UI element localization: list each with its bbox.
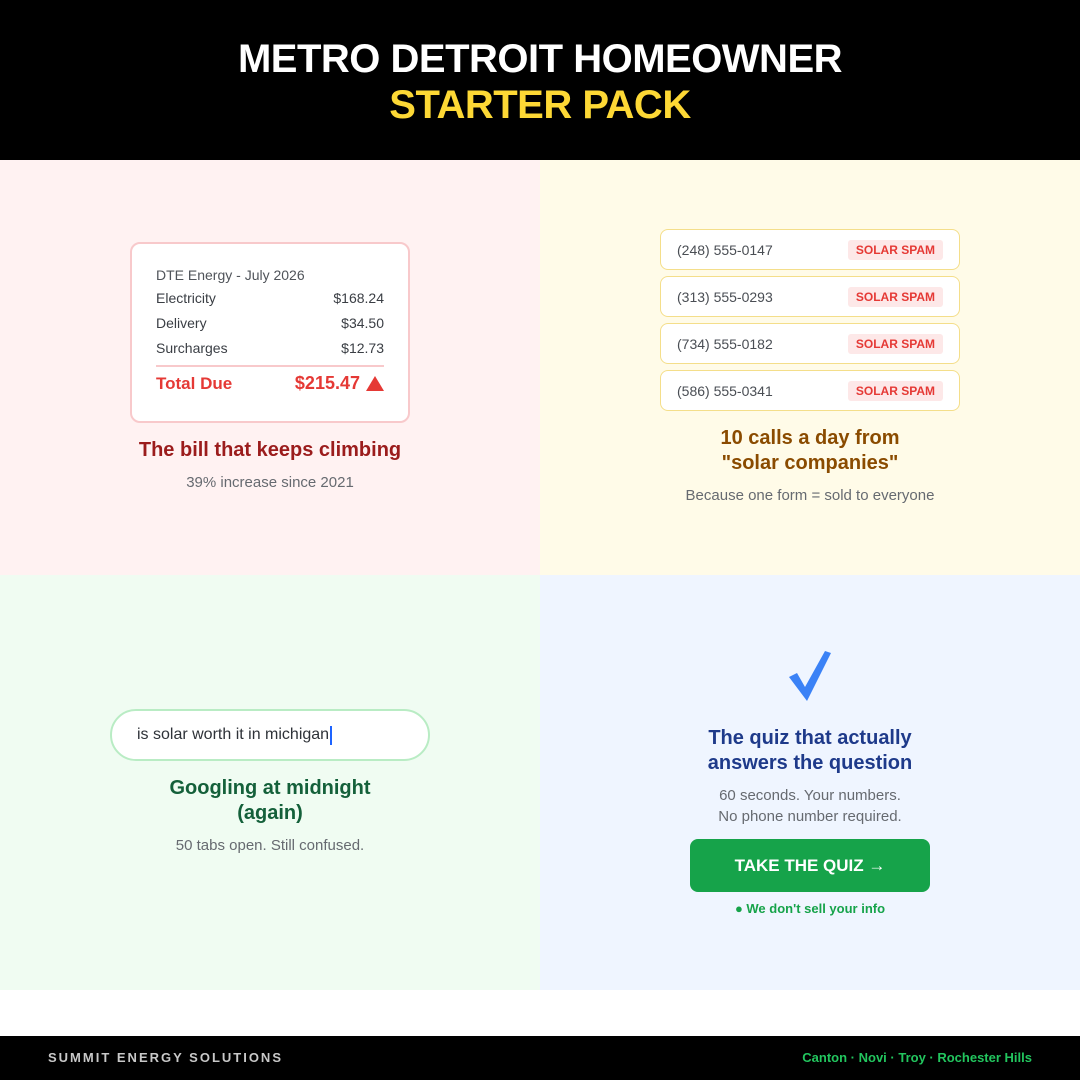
quiz-caption-title-1: The quiz that actually (708, 727, 912, 749)
bill-card (130, 242, 410, 423)
bill-row-label: Surcharges (156, 340, 228, 356)
calls-panel (540, 160, 1080, 575)
call-list-item (660, 370, 960, 411)
search-panel (0, 575, 540, 990)
phone-number: (586) 555-0341 (677, 382, 773, 399)
up-arrow-icon (366, 376, 384, 391)
phone-number: (734) 555-0182 (677, 335, 773, 352)
quiz-panel (540, 575, 1080, 990)
phone-number: (248) 555-0147 (677, 241, 773, 258)
checkmark-icon-svg (787, 647, 833, 703)
calls-caption-title-1: 10 calls a day from (720, 427, 900, 449)
bill-card-title: DTE Energy - July 2026 (156, 267, 305, 283)
call-list-item (660, 276, 960, 317)
checkmark-icon (540, 647, 1080, 708)
total-amount: $215.47 (294, 373, 360, 393)
spam-badge: SOLAR SPAM (848, 240, 943, 260)
call-list (660, 229, 960, 417)
bill-row-amount: $12.73 (341, 340, 384, 356)
bill-divider (156, 365, 384, 367)
quiz-caption-sub-1: 60 seconds. Your numbers. (719, 787, 901, 804)
footer-towns: Canton · Novi · Troy · Rochester Hills (802, 1050, 1032, 1065)
calls-caption-title-2: "solar companies" (721, 452, 899, 474)
bill-row-amount: $34.50 (341, 315, 384, 331)
spam-badge: SOLAR SPAM (848, 381, 943, 401)
quiz-caption-sub-2: No phone number required. (718, 808, 902, 825)
bill-caption-title: The bill that keeps climbing (138, 439, 402, 461)
title-line-1: METRO DETROIT HOMEOWNER (237, 37, 843, 81)
privacy-note: ● We don't sell your info (734, 901, 886, 916)
total-label: Total Due (156, 373, 233, 393)
call-list-item (660, 323, 960, 364)
search-caption-title-2: (again) (237, 802, 303, 824)
search-caption-sub: 50 tabs open. Still confused. (175, 837, 365, 854)
bill-row (156, 311, 384, 336)
search-input[interactable] (110, 709, 430, 761)
title-line-2: STARTER PACK (389, 83, 691, 127)
bill-caption-sub: 39% increase since 2021 (186, 474, 354, 491)
total-amount-group (295, 373, 384, 394)
text-cursor-icon (330, 726, 332, 745)
bill-row-label: Electricity (156, 290, 216, 306)
spam-badge: SOLAR SPAM (848, 287, 943, 307)
quiz-caption-title-2: answers the question (707, 752, 913, 774)
bill-row-label: Delivery (156, 315, 207, 331)
bill-total (156, 373, 384, 394)
search-query: is solar worth it in michigan (137, 726, 330, 743)
bill-row-amount: $168.24 (333, 290, 384, 306)
footer (0, 1036, 1080, 1080)
take-quiz-button[interactable]: TAKE THE QUIZ → (690, 839, 930, 892)
footer-brand: SUMMIT ENERGY SOLUTIONS (48, 1050, 283, 1065)
bill-panel (0, 160, 540, 575)
bill-row (156, 286, 384, 311)
phone-number: (313) 555-0293 (677, 288, 773, 305)
call-list-item (660, 229, 960, 270)
header (0, 0, 1080, 160)
spam-badge: SOLAR SPAM (848, 334, 943, 354)
bill-row (156, 336, 384, 361)
calls-caption-sub: Because one form = sold to everyone (685, 487, 935, 504)
search-caption-title-1: Googling at midnight (169, 777, 371, 799)
